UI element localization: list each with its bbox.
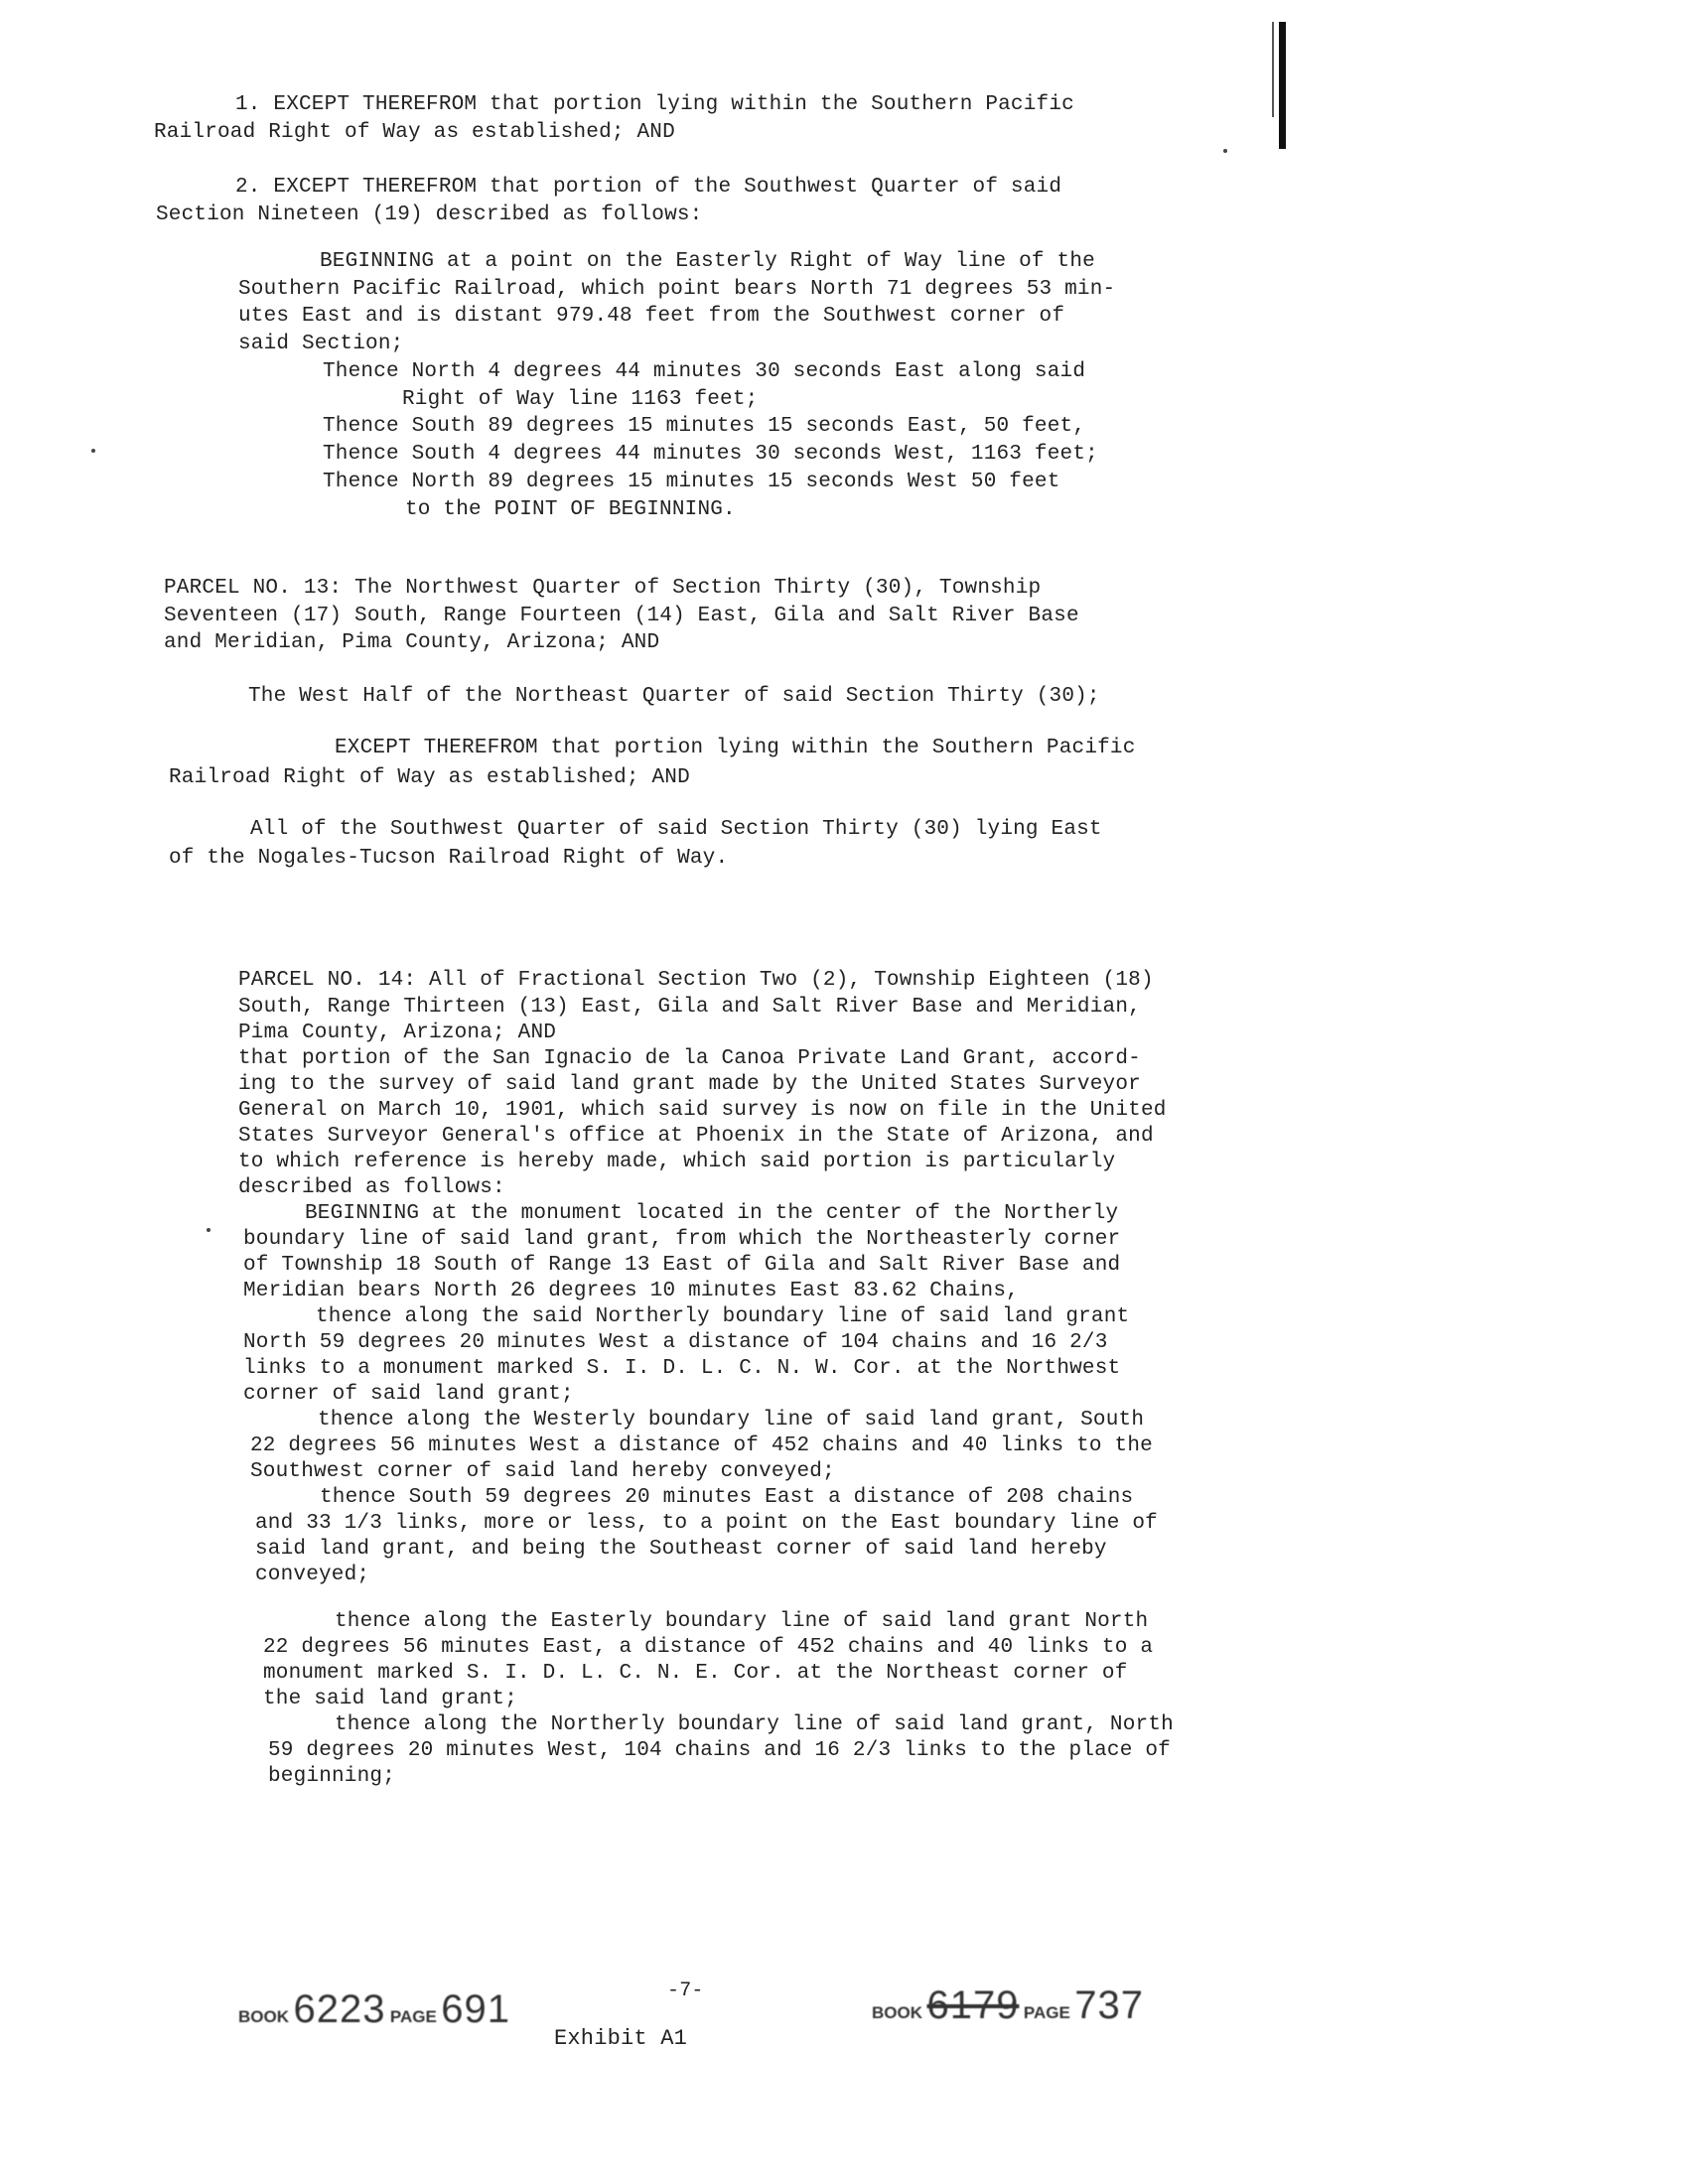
- text-line: States Surveyor General's office at Phoenix in the State of Arizona, and: [238, 1125, 1154, 1148]
- text-line: 59 degrees 20 minutes West, 104 chains and 16 2/3 links to the place of: [268, 1739, 1171, 1762]
- text-line: Pima County, Arizona; AND: [238, 1022, 557, 1044]
- scan-edge-mark: [1279, 22, 1286, 149]
- parcel-13-heading: PARCEL NO. 13: The Northwest Quarter of Section Thirty (30), Township: [164, 577, 1042, 600]
- text-line: thence South 59 degrees 20 minutes East a distance of 208 chains: [320, 1486, 1134, 1509]
- text-line: corner of said land grant;: [243, 1383, 574, 1406]
- text-line: of the Nogales-Tucson Railroad Right of Way.: [169, 847, 729, 870]
- recording-stamp-left: [238, 1987, 510, 2032]
- text-line: Southern Pacific Railroad, which point bears North 71 degrees 53 min-: [238, 278, 1116, 301]
- stamp-book-label: BOOK: [238, 2007, 289, 2026]
- text-line: North 59 degrees 20 minutes West a distance of 104 chains and 16 2/3: [243, 1331, 1108, 1354]
- text-line: thence along the Easterly boundary line of said land grant North: [335, 1610, 1149, 1633]
- text-line: described as follows:: [238, 1176, 505, 1199]
- recording-stamp-right: [872, 1983, 1144, 2028]
- text-line: said Section;: [238, 333, 404, 355]
- text-line: 2. EXCEPT THEREFROM that portion of the Southwest Quarter of said: [235, 176, 1062, 199]
- text-line: thence along the Westerly boundary line of said land grant, South: [318, 1409, 1145, 1432]
- text-line: Railroad Right of Way as established; AND: [169, 766, 690, 789]
- stamp-page-label: PAGE: [389, 2007, 437, 2026]
- text-line: of Township 18 South of Range 13 East of Gila and Salt River Base and: [243, 1254, 1121, 1277]
- text-line: Thence South 89 degrees 15 minutes 15 seconds East, 50 feet,: [323, 415, 1086, 438]
- scan-speck: [91, 449, 95, 453]
- stamp-book-number: 6223: [293, 1987, 386, 2031]
- text-line: Thence South 4 degrees 44 minutes 30 seconds West, 1163 feet;: [323, 443, 1098, 466]
- stamp-page-label: PAGE: [1023, 2003, 1070, 2022]
- text-line: boundary line of said land grant, from which the Northeasterly corner: [243, 1228, 1121, 1251]
- text-line: BEGINNING at a point on the Easterly Right of Way line of the: [320, 250, 1095, 273]
- text-line: beginning;: [268, 1765, 396, 1788]
- scan-edge-mark-thin: [1272, 22, 1274, 117]
- text-line: Seventeen (17) South, Range Fourteen (14) East, Gila and Salt River Base: [164, 605, 1079, 627]
- text-line: The West Half of the Northeast Quarter of said Section Thirty (30);: [248, 685, 1100, 708]
- text-line: Meridian bears North 26 degrees 10 minutes East 83.62 Chains,: [243, 1280, 1019, 1302]
- text-line: South, Range Thirteen (13) East, Gila and Salt River Base and Meridian,: [238, 996, 1141, 1019]
- stamp-book-label: BOOK: [872, 2003, 922, 2022]
- text-line: utes East and is distant 979.48 feet from the Southwest corner of: [238, 305, 1065, 328]
- text-line: and 33 1/3 links, more or less, to a point on the East boundary line of: [255, 1512, 1158, 1535]
- text-line: monument marked S. I. D. L. C. N. E. Cor. at the Northeast corner of: [263, 1662, 1128, 1685]
- text-line: the said land grant;: [263, 1688, 518, 1710]
- text-line: General on March 10, 1901, which said survey is now on file in the United: [238, 1099, 1167, 1122]
- text-line: Section Nineteen (19) described as follows:: [156, 204, 703, 226]
- parcel-14-heading: PARCEL NO. 14: All of Fractional Section Two (2), Township Eighteen (18): [238, 969, 1154, 992]
- stamp-page-number: 737: [1074, 1983, 1145, 2027]
- scan-speck: [207, 1228, 211, 1232]
- text-line: Thence North 89 degrees 15 minutes 15 seconds West 50 feet: [323, 471, 1060, 493]
- text-line: thence along the said Northerly boundary line of said land grant: [316, 1305, 1130, 1328]
- text-line: Thence North 4 degrees 44 minutes 30 seconds East along said: [323, 360, 1086, 383]
- exhibit-label: Exhibit A1: [554, 2026, 688, 2051]
- text-line: 22 degrees 56 minutes East, a distance of 452 chains and 40 links to a: [263, 1636, 1154, 1659]
- text-line: All of the Southwest Quarter of said Section Thirty (30) lying East: [250, 818, 1102, 841]
- text-line: EXCEPT THEREFROM that portion lying within the Southern Pacific: [335, 737, 1136, 759]
- text-line: that portion of the San Ignacio de la Canoa Private Land Grant, accord-: [238, 1047, 1141, 1070]
- text-line: ing to the survey of said land grant made by the United States Surveyor: [238, 1073, 1141, 1096]
- text-line: 22 degrees 56 minutes West a distance of 452 chains and 40 links to the: [250, 1434, 1153, 1457]
- text-line: to which reference is hereby made, which said portion is particularly: [238, 1151, 1116, 1173]
- text-line: thence along the Northerly boundary line of said land grant, North: [335, 1713, 1174, 1736]
- text-line: 1. EXCEPT THEREFROM that portion lying within the Southern Pacific: [235, 93, 1074, 116]
- text-line: conveyed;: [255, 1564, 370, 1586]
- page-number: -7-: [667, 1979, 704, 2002]
- text-line: Right of Way line 1163 feet;: [402, 388, 759, 411]
- text-line: and Meridian, Pima County, Arizona; AND: [164, 631, 660, 654]
- stamp-book-number: 6179: [926, 1983, 1020, 2027]
- text-line: said land grant, and being the Southeast corner of said land hereby: [255, 1538, 1107, 1561]
- stamp-page-number: 691: [441, 1987, 511, 2031]
- text-line: to the POINT OF BEGINNING.: [405, 498, 736, 521]
- text-line: BEGINNING at the monument located in the center of the Northerly: [305, 1202, 1119, 1225]
- text-line: Railroad Right of Way as established; AND: [154, 121, 675, 144]
- scan-speck: [1223, 149, 1227, 153]
- text-line: links to a monument marked S. I. D. L. C. N. W. Cor. at the Northwest: [243, 1357, 1121, 1380]
- text-line: Southwest corner of said land hereby conveyed;: [250, 1460, 835, 1483]
